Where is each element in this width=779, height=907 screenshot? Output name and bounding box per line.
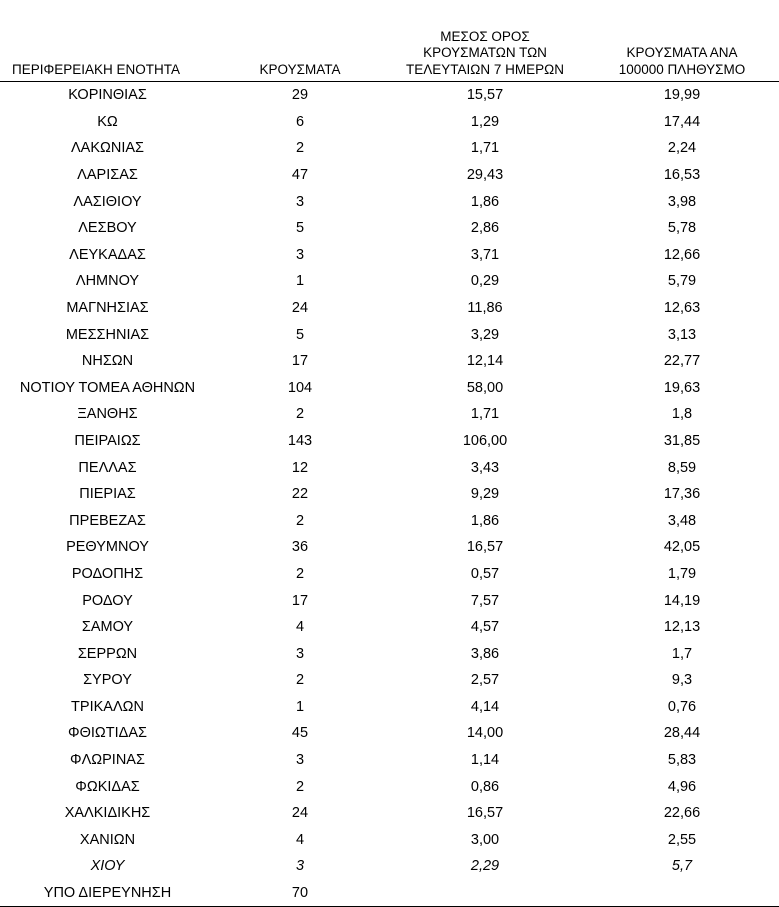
cell-weekly-average: 3,43 xyxy=(470,459,500,476)
cell-cases: 24 xyxy=(291,805,309,822)
cell-region: ΦΩΚΙΔΑΣ xyxy=(75,778,140,795)
cell-region: ΥΠΟ ΔΙΕΡΕΥΝΗΣΗ xyxy=(0,880,215,907)
cell-cases: 70 xyxy=(215,880,385,907)
cell-per-100000: 28,44 xyxy=(663,725,701,742)
cell-per-100000: 5,79 xyxy=(667,273,697,290)
cell-region: ΚΟΡΙΝΘΙΑΣ xyxy=(68,87,147,104)
cell-region: ΛΑΡΙΣΑΣ xyxy=(77,167,138,184)
table-row xyxy=(0,109,779,136)
cell-cases: 2 xyxy=(295,565,305,582)
cell-per-100000: 12,63 xyxy=(663,299,701,316)
cell-weekly-average: 3,29 xyxy=(470,326,500,343)
cell-weekly-average: 4,14 xyxy=(470,698,500,715)
cell-weekly-average: 7,57 xyxy=(470,592,500,609)
table-row xyxy=(0,827,779,854)
table-row xyxy=(0,800,779,827)
cell-cases: 4 xyxy=(295,831,305,848)
cell-per-100000: 2,55 xyxy=(667,831,697,848)
table-row xyxy=(0,508,779,535)
cell-region: ΜΕΣΣΗΝΙΑΣ xyxy=(65,326,150,343)
table-row xyxy=(0,747,779,774)
cell-region: ΡΟΔΟΥ xyxy=(82,592,133,609)
cell-weekly-average: 16,57 xyxy=(466,805,504,822)
cell-region: ΠΙΕΡΙΑΣ xyxy=(79,486,136,503)
table-row xyxy=(0,587,779,614)
cell-per-100000: 14,19 xyxy=(663,592,701,609)
cell-per-100000: 8,59 xyxy=(667,459,697,476)
cell-region: ΣΕΡΡΩΝ xyxy=(77,645,138,662)
cell-weekly-average: 1,71 xyxy=(470,406,500,423)
cell-cases: 47 xyxy=(291,167,309,184)
table-row xyxy=(0,561,779,588)
cell-weekly-average: 2,86 xyxy=(470,220,500,237)
table-row xyxy=(0,295,779,322)
cell-cases: 24 xyxy=(291,299,309,316)
cell-cases: 29 xyxy=(291,87,309,104)
cell-per-100000: 2,24 xyxy=(667,140,697,157)
table-header-row xyxy=(0,0,779,82)
cell-weekly-average: 58,00 xyxy=(466,379,504,396)
cell-per-100000: 3,48 xyxy=(667,512,697,529)
table-row xyxy=(0,454,779,481)
table-row xyxy=(0,82,779,109)
cell-region: ΠΕΛΛΑΣ xyxy=(78,459,137,476)
cell-region: ΡΟΔΟΠΗΣ xyxy=(71,565,144,582)
cell-per-100000: 5,83 xyxy=(667,752,697,769)
cell-region: ΠΕΙΡΑΙΩΣ xyxy=(74,432,141,449)
cell-weekly-average: 0,86 xyxy=(470,778,500,795)
cell-weekly-average: 9,29 xyxy=(470,486,500,503)
table-row xyxy=(0,694,779,721)
cell-per-100000: 22,77 xyxy=(663,353,701,370)
cell-per-100000: 12,13 xyxy=(663,619,701,636)
cell-region: ΛΗΜΝΟΥ xyxy=(75,273,140,290)
cell-per-100000: 19,99 xyxy=(663,87,701,104)
cell-weekly-average: 1,86 xyxy=(470,512,500,529)
cell-cases: 1 xyxy=(295,698,305,715)
cell-weekly-average: 3,71 xyxy=(470,246,500,263)
cell-per-100000 xyxy=(585,880,779,907)
table-body xyxy=(0,82,779,907)
cell-cases: 6 xyxy=(295,113,305,130)
table-row xyxy=(0,614,779,641)
cell-region: ΝΗΣΩΝ xyxy=(81,353,134,370)
table-row xyxy=(0,135,779,162)
cell-region: ΠΡΕΒΕΖΑΣ xyxy=(69,512,146,529)
cell-per-100000: 16,53 xyxy=(663,167,701,184)
table-row xyxy=(0,215,779,242)
cell-cases: 17 xyxy=(291,353,309,370)
table-row xyxy=(0,401,779,428)
cell-weekly-average: 4,57 xyxy=(470,619,500,636)
cell-region: ΡΕΘΥΜΝΟΥ xyxy=(66,539,149,556)
cell-cases: 3 xyxy=(295,246,305,263)
cell-region: ΛΕΣΒΟΥ xyxy=(78,220,137,237)
table-row xyxy=(0,667,779,694)
table-header xyxy=(0,0,779,82)
cell-weekly-average: 1,86 xyxy=(470,193,500,210)
cell-weekly-average: 2,29 xyxy=(470,858,500,875)
table-row xyxy=(0,348,779,375)
cell-weekly-average: 2,57 xyxy=(470,672,500,689)
table-row xyxy=(0,853,779,880)
cell-region: ΧΑΝΙΩΝ xyxy=(79,831,136,848)
cell-region: ΛΑΚΩΝΙΑΣ xyxy=(70,140,144,157)
cell-weekly-average: 0,57 xyxy=(470,565,500,582)
cell-weekly-average: 0,29 xyxy=(470,273,500,290)
table-row xyxy=(0,188,779,215)
cell-region: ΦΛΩΡΙΝΑΣ xyxy=(70,752,145,769)
cell-cases: 2 xyxy=(295,140,305,157)
cell-per-100000: 5,78 xyxy=(667,220,697,237)
table-row xyxy=(0,428,779,455)
table-row xyxy=(0,534,779,561)
cell-per-100000: 9,3 xyxy=(671,672,693,689)
cell-region: ΦΘΙΩΤΙΔΑΣ xyxy=(68,725,147,742)
cell-per-100000: 3,13 xyxy=(667,326,697,343)
cell-weekly-average: 14,00 xyxy=(466,725,504,742)
cell-per-100000: 1,7 xyxy=(671,645,693,662)
cell-cases: 3 xyxy=(295,193,305,210)
column-header-per-100000: ΚΡΟΥΣΜΑΤΑ ΑΝΑ 100000 ΠΛΗΘΥΣΜΟ xyxy=(585,0,779,82)
cell-region: ΜΑΓΝΗΣΙΑΣ xyxy=(66,299,149,316)
cell-weekly-average: 106,00 xyxy=(462,432,508,449)
table-row xyxy=(0,268,779,295)
cell-cases: 5 xyxy=(295,220,305,237)
cell-weekly-average: 1,71 xyxy=(470,140,500,157)
cell-cases: 3 xyxy=(295,858,305,875)
cell-weekly-average: 1,29 xyxy=(470,113,500,130)
cell-region: ΝΟΤΙΟΥ ΤΟΜΕΑ ΑΘΗΝΩΝ xyxy=(19,379,196,396)
cell-cases: 143 xyxy=(287,432,313,449)
cell-region: ΣΑΜΟΥ xyxy=(81,619,134,636)
cell-per-100000: 1,8 xyxy=(671,406,693,423)
cell-region: ΣΥΡΟΥ xyxy=(83,672,132,689)
cell-cases: 22 xyxy=(291,486,309,503)
cell-cases: 1 xyxy=(295,273,305,290)
cell-region: ΛΕΥΚΑΔΑΣ xyxy=(69,246,146,263)
cell-cases: 12 xyxy=(291,459,309,476)
cell-region: ΤΡΙΚΑΛΩΝ xyxy=(71,698,144,715)
cell-weekly-average: 1,14 xyxy=(470,752,500,769)
table-row xyxy=(0,481,779,508)
cell-weekly-average: 12,14 xyxy=(466,353,504,370)
cell-cases: 45 xyxy=(291,725,309,742)
column-header-cases: ΚΡΟΥΣΜΑΤΑ xyxy=(215,0,385,82)
cell-cases: 3 xyxy=(295,645,305,662)
table-row xyxy=(0,880,779,907)
cell-per-100000: 42,05 xyxy=(663,539,701,556)
cell-cases: 104 xyxy=(287,379,313,396)
cell-weekly-average: 16,57 xyxy=(466,539,504,556)
cell-region: ΞΑΝΘΗΣ xyxy=(77,406,138,423)
cell-cases: 5 xyxy=(295,326,305,343)
cell-cases: 2 xyxy=(295,672,305,689)
cell-weekly-average: 3,86 xyxy=(470,645,500,662)
column-header-region: ΠΕΡΙΦΕΡΕΙΑΚΗ ΕΝΟΤΗΤΑ xyxy=(0,0,215,82)
cell-per-100000: 17,44 xyxy=(663,113,701,130)
table-row xyxy=(0,162,779,189)
table-row xyxy=(0,242,779,269)
cell-region: ΚΩ xyxy=(97,113,118,130)
cell-cases: 2 xyxy=(295,406,305,423)
cell-per-100000: 12,66 xyxy=(663,246,701,263)
cell-weekly-average: 29,43 xyxy=(466,167,504,184)
cell-cases: 4 xyxy=(295,619,305,636)
cell-weekly-average xyxy=(385,880,585,907)
column-header-weekly-average: ΜΕΣΟΣ ΟΡΟΣ ΚΡΟΥΣΜΑΤΩΝ ΤΩΝ ΤΕΛΕΥΤΑΙΩΝ 7 ΗΜΕΡΩΝ xyxy=(385,0,585,82)
cell-weekly-average: 11,86 xyxy=(467,299,503,316)
cell-weekly-average: 3,00 xyxy=(470,831,500,848)
cell-cases: 3 xyxy=(295,752,305,769)
cell-cases: 2 xyxy=(295,778,305,795)
cell-cases: 2 xyxy=(295,512,305,529)
cell-cases: 36 xyxy=(291,539,309,556)
table-row xyxy=(0,640,779,667)
table-row xyxy=(0,321,779,348)
cell-region: ΧΙΟΥ xyxy=(90,858,125,875)
cell-per-100000: 1,79 xyxy=(667,565,697,582)
table-row xyxy=(0,375,779,402)
cell-per-100000: 19,63 xyxy=(663,379,701,396)
cell-region: ΛΑΣΙΘΙΟΥ xyxy=(73,193,142,210)
cell-per-100000: 0,76 xyxy=(667,698,697,715)
cell-per-100000: 31,85 xyxy=(663,432,701,449)
table-row xyxy=(0,773,779,800)
table-row xyxy=(0,720,779,747)
cell-per-100000: 4,96 xyxy=(667,778,697,795)
cell-per-100000: 3,98 xyxy=(667,193,697,210)
cell-cases: 17 xyxy=(291,592,309,609)
cell-per-100000: 17,36 xyxy=(663,486,701,503)
cell-weekly-average: 15,57 xyxy=(466,87,504,104)
cell-region: ΧΑΛΚΙΔΙΚΗΣ xyxy=(64,805,151,822)
cell-per-100000: 22,66 xyxy=(663,805,701,822)
cell-per-100000: 5,7 xyxy=(671,858,693,875)
